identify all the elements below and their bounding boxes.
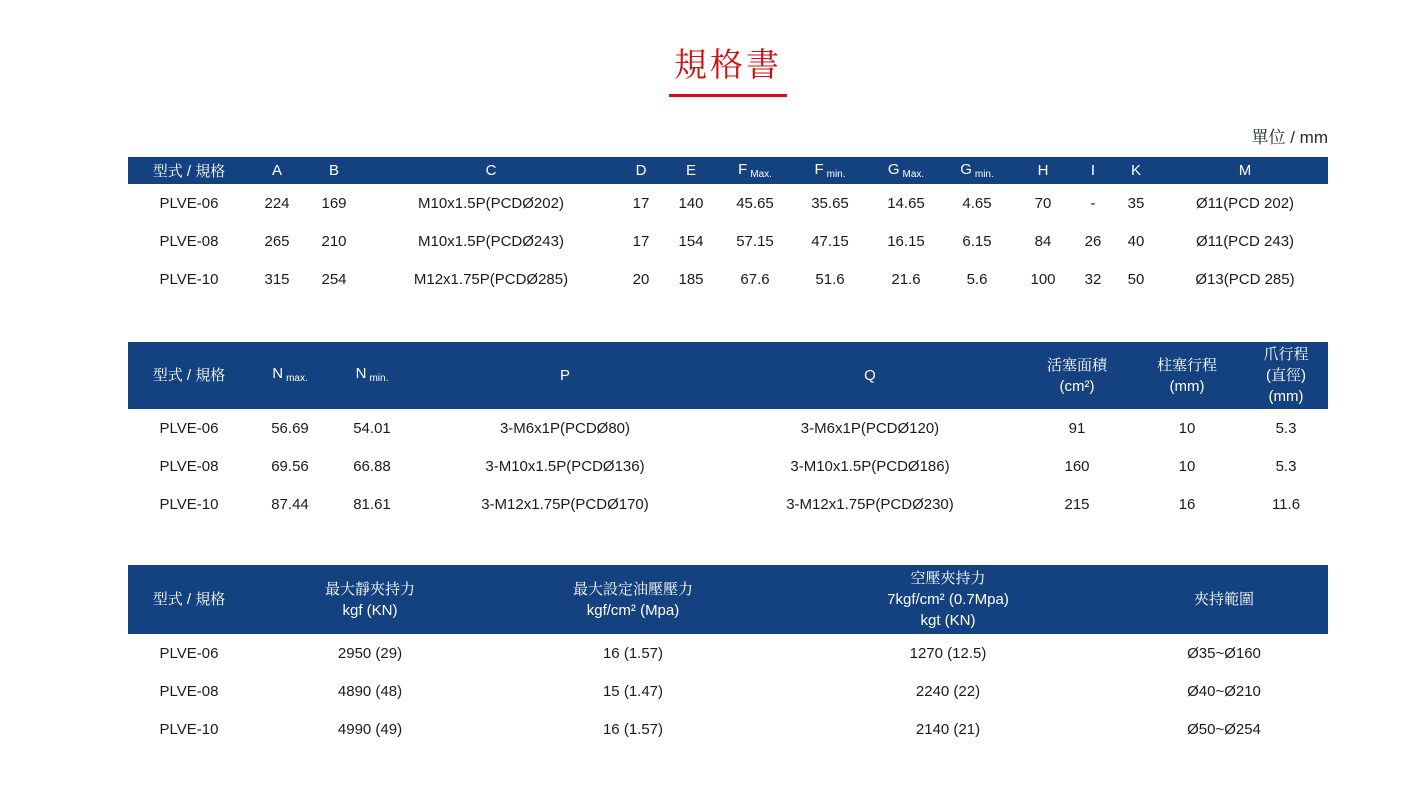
value-cell: 16.15 — [868, 222, 944, 260]
value-cell: 17 — [618, 222, 664, 260]
col-header-a: A — [250, 157, 304, 184]
col-header-b: B — [304, 157, 364, 184]
col-header-f-min — [792, 157, 868, 184]
dimensions-header-row — [128, 157, 1328, 184]
header-subscript: max. — [286, 372, 308, 384]
col-header-max-hydraulic-pressure — [490, 565, 776, 634]
spec-row-plve-08 — [128, 222, 1328, 260]
value-cell: 81.61 — [330, 485, 414, 523]
header-line: 最大靜夾持力 — [324, 580, 415, 598]
value-cell: 50 — [1110, 260, 1162, 298]
value-cell: 5.6 — [944, 260, 1010, 298]
value-cell: 56.69 — [250, 409, 330, 447]
col-header-h: H — [1010, 157, 1076, 184]
unit-label: 單位 / mm — [1251, 128, 1328, 148]
value-cell: 10 — [1130, 409, 1244, 447]
spec-row-plve-08 — [128, 672, 1328, 710]
stroke-header-row — [128, 342, 1328, 409]
model-cell: PLVE-10 — [128, 260, 250, 298]
col-header-pneumatic-clamping-force — [776, 565, 1120, 634]
col-header-plunger-stroke — [1130, 342, 1244, 409]
clamping-header-row — [128, 565, 1328, 634]
value-cell: 69.56 — [250, 447, 330, 485]
value-cell: 16 — [1130, 485, 1244, 523]
header-line: 柱塞行程 — [1156, 356, 1217, 374]
header-line: kgf (KN) — [342, 601, 398, 619]
model-cell: PLVE-08 — [128, 447, 250, 485]
value-cell: 5.3 — [1244, 447, 1328, 485]
header-line: (cm²) — [1059, 377, 1095, 395]
col-header-model: 型式 / 規格 — [128, 342, 250, 409]
col-header-k: K — [1110, 157, 1162, 184]
col-header-p: P — [414, 342, 716, 409]
header-line: 7kgf/cm² (0.7Mpa) — [887, 591, 1009, 609]
col-header-model: 型式 / 規格 — [128, 157, 250, 184]
value-cell: 47.15 — [792, 222, 868, 260]
value-cell: Ø11(PCD 202) — [1162, 184, 1328, 222]
model-cell: PLVE-06 — [128, 409, 250, 447]
value-cell: 40 — [1110, 222, 1162, 260]
value-cell: 265 — [250, 222, 304, 260]
value-cell: Ø13(PCD 285) — [1162, 260, 1328, 298]
value-cell: 215 — [1024, 485, 1130, 523]
value-cell: 6.15 — [944, 222, 1010, 260]
value-cell: 4.65 — [944, 184, 1010, 222]
col-header-e: E — [664, 157, 718, 184]
header-subscript: min. — [826, 169, 846, 181]
value-cell: 3-M12x1.75P(PCDØ170) — [414, 485, 716, 523]
value-cell: 169 — [304, 184, 364, 222]
value-cell: 17 — [618, 184, 664, 222]
model-cell: PLVE-10 — [128, 485, 250, 523]
value-cell: 154 — [664, 222, 718, 260]
header-line: kgf/cm² (Mpa) — [586, 601, 680, 619]
header-line: 活塞面積 — [1046, 356, 1107, 374]
col-header-piston-area — [1024, 342, 1130, 409]
spec-row-plve-10 — [128, 710, 1328, 748]
col-header-model: 型式 / 規格 — [128, 565, 250, 634]
value-cell: 100 — [1010, 260, 1076, 298]
value-cell: 51.6 — [792, 260, 868, 298]
spec-row-plve-06 — [128, 634, 1328, 672]
spec-row-plve-08 — [128, 447, 1328, 485]
header-subscript: min. — [369, 372, 389, 384]
header-text: F — [738, 161, 748, 179]
header-text: G — [887, 161, 900, 179]
value-cell: 26 — [1076, 222, 1110, 260]
value-cell: 315 — [250, 260, 304, 298]
header-text: N — [272, 364, 284, 382]
spec-row-plve-06 — [128, 409, 1328, 447]
value-cell: M12x1.75P(PCDØ285) — [364, 260, 618, 298]
col-header-clamping-range: 夾持範圍 — [1120, 565, 1328, 634]
col-header-i: I — [1076, 157, 1110, 184]
value-cell: 14.65 — [868, 184, 944, 222]
value-cell: 3-M10x1.5P(PCDØ136) — [414, 447, 716, 485]
value-cell: 21.6 — [868, 260, 944, 298]
value-cell: 224 — [250, 184, 304, 222]
spec-row-plve-10 — [128, 485, 1328, 523]
header-line: (直徑) — [1266, 367, 1306, 385]
title-underline — [669, 94, 787, 97]
value-cell: 87.44 — [250, 485, 330, 523]
value-cell: 5.3 — [1244, 409, 1328, 447]
value-cell: 3-M10x1.5P(PCDØ186) — [716, 447, 1024, 485]
header-line: (mm) — [1169, 377, 1205, 395]
header-text: G — [960, 161, 972, 179]
value-cell: 2240 (22) — [776, 672, 1120, 710]
col-header-f-max — [718, 157, 792, 184]
header-line: 爪行程 — [1263, 346, 1309, 364]
value-cell: 35 — [1110, 184, 1162, 222]
col-header-g-max — [868, 157, 944, 184]
value-cell: 16 (1.57) — [490, 710, 776, 748]
value-cell: 160 — [1024, 447, 1130, 485]
header-text: F — [814, 161, 824, 179]
value-cell: 32 — [1076, 260, 1110, 298]
value-cell: Ø40~Ø210 — [1120, 672, 1328, 710]
col-header-n-max — [250, 342, 330, 409]
header-line: 最大設定油壓壓力 — [572, 580, 693, 598]
col-header-n-min — [330, 342, 414, 409]
header-line: kgt (KN) — [920, 612, 976, 630]
value-cell: 67.6 — [718, 260, 792, 298]
value-cell: M10x1.5P(PCDØ202) — [364, 184, 618, 222]
value-cell: 20 — [618, 260, 664, 298]
page-title: 規格書 — [674, 46, 782, 83]
model-cell: PLVE-06 — [128, 184, 250, 222]
spec-sheet-content — [128, 0, 1328, 748]
value-cell: 57.15 — [718, 222, 792, 260]
value-cell: 2950 (29) — [250, 634, 490, 672]
col-header-q: Q — [716, 342, 1024, 409]
header-text: N — [355, 364, 367, 382]
spec-row-plve-10 — [128, 260, 1328, 298]
value-cell: 254 — [304, 260, 364, 298]
value-cell: 16 (1.57) — [490, 634, 776, 672]
clamping-force-table — [128, 565, 1328, 748]
col-header-jaw-stroke — [1244, 342, 1328, 409]
value-cell: 15 (1.47) — [490, 672, 776, 710]
value-cell: 4990 (49) — [250, 710, 490, 748]
value-cell: 210 — [304, 222, 364, 260]
dimensions-table — [128, 157, 1328, 298]
value-cell: 11.6 — [1244, 485, 1328, 523]
header-subscript: Max. — [750, 169, 772, 181]
value-cell: 3-M6x1P(PCDØ80) — [414, 409, 716, 447]
value-cell: - — [1076, 184, 1110, 222]
value-cell: 84 — [1010, 222, 1076, 260]
spec-row-plve-06 — [128, 184, 1328, 222]
value-cell: 66.88 — [330, 447, 414, 485]
header-line: (mm) — [1268, 388, 1304, 406]
col-header-m: M — [1162, 157, 1328, 184]
value-cell: M10x1.5P(PCDØ243) — [364, 222, 618, 260]
col-header-d: D — [618, 157, 664, 184]
model-cell: PLVE-08 — [128, 672, 250, 710]
stroke-table — [128, 342, 1328, 523]
header-subscript: min. — [974, 169, 994, 181]
value-cell: Ø11(PCD 243) — [1162, 222, 1328, 260]
header-line: 空壓夾持力 — [910, 570, 986, 588]
value-cell: 4890 (48) — [250, 672, 490, 710]
value-cell: 185 — [664, 260, 718, 298]
col-header-max-static-clamping-force — [250, 565, 490, 634]
value-cell: 54.01 — [330, 409, 414, 447]
value-cell: 3-M12x1.75P(PCDØ230) — [716, 485, 1024, 523]
value-cell: Ø35~Ø160 — [1120, 634, 1328, 672]
value-cell: 35.65 — [792, 184, 868, 222]
value-cell: 91 — [1024, 409, 1130, 447]
col-header-g-min — [944, 157, 1010, 184]
model-cell: PLVE-06 — [128, 634, 250, 672]
value-cell: 3-M6x1P(PCDØ120) — [716, 409, 1024, 447]
header-subscript: Max. — [902, 169, 925, 181]
value-cell: 140 — [664, 184, 718, 222]
value-cell: 70 — [1010, 184, 1076, 222]
value-cell: Ø50~Ø254 — [1120, 710, 1328, 748]
value-cell: 10 — [1130, 447, 1244, 485]
model-cell: PLVE-08 — [128, 222, 250, 260]
model-cell: PLVE-10 — [128, 710, 250, 748]
value-cell: 45.65 — [718, 184, 792, 222]
value-cell: 1270 (12.5) — [776, 634, 1120, 672]
col-header-c: C — [364, 157, 618, 184]
value-cell: 2140 (21) — [776, 710, 1120, 748]
